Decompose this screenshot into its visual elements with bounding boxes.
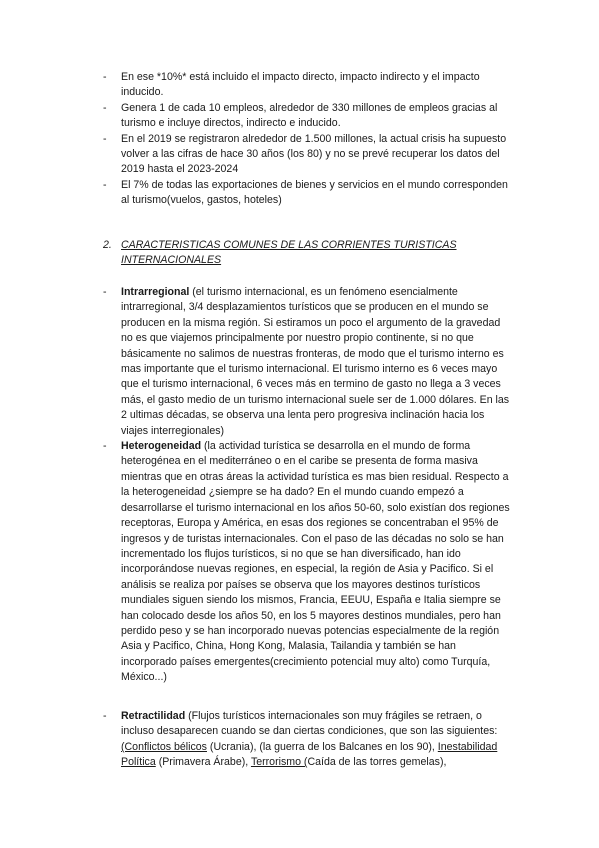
section-number: 2. (103, 239, 112, 251)
bullet-dash: - (103, 440, 107, 453)
section-heading (0, 238, 599, 269)
feature-retractilidad (0, 709, 599, 771)
features-bullet-list (0, 285, 599, 686)
condition-terrorismo: Terrorismo ( (250, 756, 308, 769)
retractilidad-bullet-list (0, 709, 599, 771)
bullet-text: El 7% de todas las exportaciones de bienes y servicios en el mundo corresponden al turismo(vuelos, gastos, hoteles) (121, 178, 508, 207)
list-item (0, 132, 599, 178)
feature-term: Heterogeneidad (121, 440, 202, 453)
bullet-text: En ese *10%* está incluido el impacto directo, impacto indirecto y el impacto inducido. (121, 71, 480, 99)
feature-text: (la actividad turística se desarrolla en el mundo de forma heterogénea en el mediterráneo o en el caribe se presenta de forma masiva mientras que en otras áreas la actividad turística es mas bien residual. Respecto a la heterogeneidad ¿siempre se ha dado? En el mundo cuando empezó a desarrollarse el turismo internacional en los años 50-60, solo existían dos regiones receptoras, Europa y América, en esas dos regiones se concentraban el 95% de ingresos y de turistas internacionales. Con el paso de las décadas no solo se han incrementado los flujos turísticos, si no que se han diversificado, han ido incorporándose nuevas regiones, en especial, la región de Asia y Pacifico. Si el análisis se realiza por países se observa que los mayores destinos turísticos mundiales siguen siendo los mismos, Francia, EEUU, España e Italia siempre se han colocado desde los años 50, en los 5 mayores destinos mundiales, pero han perdido peso y se han incorporado nuevas potencias especialmente de la región Asia y Pacifico, China, Hong Kong, Malasia, Tailandia y también se han incorporado países emergentes(crecimiento potencial muy alto) como Turquía, México...) (121, 440, 510, 684)
feature-intrarregional (0, 285, 599, 439)
condition-note: Caída de las torres gemelas), (307, 756, 447, 769)
list-item (0, 178, 599, 209)
bullet-dash: - (103, 132, 107, 145)
condition-note: (Ucrania), (la guerra de los Balcanes en los 90), (206, 740, 438, 753)
bullet-dash: - (103, 71, 107, 83)
bullet-text: En el 2019 se registraron alrededor de 1.500 millones, la actual crisis ha supuesto volver a las cifras de hace 30 años (los 80) y no se prevé recuperar los datos del 2019 hasta el 2023-2024 (121, 132, 507, 176)
section-title: CARACTERISTICAS COMUNES DE LAS CORRIENTES TURISTICAS INTERNACIONALES (121, 239, 457, 267)
impact-bullet-list (0, 70, 599, 209)
feature-term: Intrarregional (121, 286, 190, 298)
feature-text: (Flujos turísticos internacionales son muy frágiles se retraen, o incluso desaparecen cuando se dan ciertas condiciones, que son las siguientes: (121, 710, 498, 738)
bullet-dash: - (103, 710, 107, 722)
condition-note: (Primavera Árabe), (155, 756, 251, 769)
feature-heterogeneidad (0, 439, 599, 686)
feature-term: Retractilidad (121, 710, 186, 722)
list-item (0, 101, 599, 132)
condition-inestabilidad: Inestabilidad Política (121, 740, 498, 769)
bullet-dash: - (103, 286, 107, 298)
condition-conflictos: (Conflictos bélicos (121, 740, 207, 753)
bullet-dash: - (103, 101, 107, 114)
bullet-dash: - (103, 178, 107, 191)
bullet-text: Genera 1 de cada 10 empleos, alrededor de 330 millones de empleos gracias al turismo e incluye directos, indirecto e inducido. (121, 101, 498, 130)
feature-text: (el turismo internacional, es un fenómeno esencialmente intrarregional, 3/4 desplazamientos turísticos que se producen en el mundo se producen en la misma región. Si estiramos un poco el argumento de la gravedad no es que viajemos principalmente por nuestro propio continente, si no que básicamente no salimos de nuestras fronteras, de modo que el turismo interno es mas importante que el turismo internacional. El turismo interno es 6 veces mayo que el turismo internacional, 6 veces más en termino de gasto no llega a 3 veces más, el gasto medio de un turismo internacional suele ser de 1.000 dólares. En las 2 ultimas décadas, se observa una lenta pero progresiva inclinación hacia los viajes interregionales) (121, 286, 510, 437)
list-item (0, 70, 599, 101)
